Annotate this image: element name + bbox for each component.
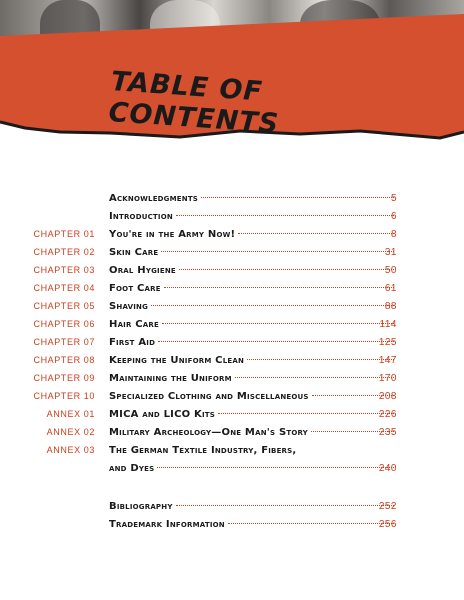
toc-row[interactable] (0, 226, 464, 244)
toc-label: ANNEX 01 (46, 409, 95, 419)
toc-row[interactable] (0, 498, 464, 516)
toc-page: 8 (390, 229, 397, 240)
toc-title: Maintaining the Uniform (109, 373, 232, 384)
toc-title: Oral Hygiene (109, 265, 176, 276)
toc-page: 114 (379, 319, 397, 330)
toc-label: CHAPTER 03 (33, 265, 95, 275)
toc-title: The German Textile Industry, Fibers, (109, 445, 297, 456)
toc-page: 61 (384, 283, 397, 294)
toc-page: 240 (378, 463, 397, 474)
toc-row[interactable] (0, 244, 464, 262)
toc-label: CHAPTER 07 (33, 337, 95, 347)
toc-row[interactable] (0, 208, 464, 226)
toc-row[interactable] (0, 424, 464, 442)
page-title: TABLE OF CONTENTS (107, 66, 281, 140)
toc-page: 170 (378, 373, 397, 384)
toc-title: Specialized Clothing and Miscellaneous (109, 391, 309, 402)
toc-title: First Aid (109, 337, 156, 348)
toc-title: MICA and LICO Kits (109, 409, 215, 420)
toc-label: CHAPTER 05 (33, 301, 95, 311)
toc-page: 125 (378, 337, 397, 348)
toc-row[interactable] (0, 262, 464, 280)
toc-title: Foot Care (109, 283, 161, 294)
toc-label: CHAPTER 06 (33, 319, 95, 329)
toc-page: 147 (378, 355, 397, 366)
toc-label: CHAPTER 09 (33, 373, 95, 383)
toc-label: CHAPTER 02 (33, 247, 95, 257)
toc-title: and Dyes (109, 463, 155, 474)
toc-title: Military Archeology—One Man's Story (109, 427, 308, 438)
toc-row[interactable] (0, 190, 464, 208)
toc-page: 252 (378, 501, 397, 512)
toc-label: ANNEX 02 (46, 427, 95, 437)
toc-label: CHAPTER 08 (33, 355, 95, 365)
toc-page: 226 (378, 409, 397, 420)
toc-row[interactable] (0, 334, 464, 352)
toc-title: Acknowledgments (109, 193, 199, 204)
toc-title: Introduction (109, 211, 173, 222)
toc-row[interactable] (0, 442, 464, 460)
toc-page: 208 (378, 391, 397, 402)
toc-title: Keeping the Uniform Clean (109, 355, 245, 366)
toc-title: You're in the Army Now! (109, 229, 236, 240)
toc-row[interactable] (0, 352, 464, 370)
toc-row[interactable] (0, 298, 464, 316)
toc-title: Skin Care (109, 247, 159, 258)
toc-row[interactable] (0, 370, 464, 388)
toc-row[interactable] (0, 516, 464, 534)
toc-title: Hair Care (109, 319, 159, 330)
toc-row[interactable] (0, 316, 464, 334)
toc-page: 31 (384, 247, 397, 258)
toc-page: 256 (378, 519, 397, 530)
toc-title: Shaving (109, 301, 149, 312)
toc-label: CHAPTER 10 (33, 391, 95, 401)
toc-label: ANNEX 03 (46, 445, 95, 455)
toc-row[interactable] (0, 406, 464, 424)
toc-page: 50 (384, 265, 397, 276)
toc-row[interactable] (0, 388, 464, 406)
toc-page: 88 (384, 301, 397, 312)
toc-label: CHAPTER 04 (33, 283, 95, 293)
toc-page: 6 (390, 211, 397, 222)
toc-row[interactable] (0, 460, 464, 478)
toc-title: Trademark Information (109, 519, 225, 530)
toc-title: Bibliography (109, 501, 173, 512)
toc-label: CHAPTER 01 (33, 229, 95, 239)
toc-page: 5 (390, 193, 397, 204)
toc-page: 235 (378, 427, 397, 438)
toc-row[interactable] (0, 280, 464, 298)
